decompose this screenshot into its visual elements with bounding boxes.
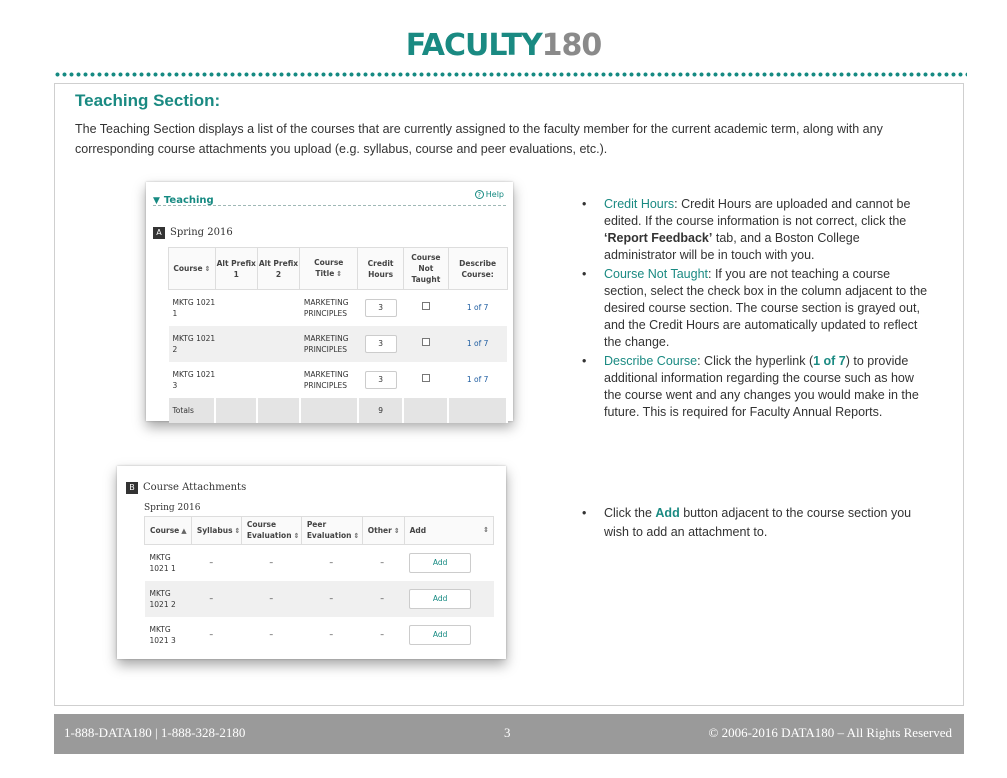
credit-hours-input[interactable]: 3 <box>365 335 397 353</box>
credit-hours-input[interactable]: 3 <box>365 371 397 389</box>
table-row <box>145 617 494 653</box>
attachments-table <box>144 516 494 653</box>
teaching-bullets <box>582 196 934 423</box>
help-icon: ? <box>475 190 484 199</box>
dotted-divider <box>54 72 967 77</box>
bullet-text: : Credit Hours are uploaded and cannot be edited. If the course information is not correct, click the <box>604 197 911 228</box>
teaching-panel-title: Teaching <box>163 195 214 206</box>
course-code: MKTG 1021 1 <box>172 297 216 318</box>
bullet-text: tab, and a Boston College administrator will be in touch with you. <box>604 231 860 262</box>
col-syllabus[interactable]: Syllabus ⇕ <box>191 517 241 545</box>
teaching-table <box>168 247 508 423</box>
section-intro: The Teaching Section displays a list of the courses that are currently assigned to the faculty member for the current academic term, along with any corresponding course attachments you upload (e.g. syllabus, course and peer evaluations, etc.). <box>75 122 883 156</box>
table-row <box>145 581 494 617</box>
table-row <box>169 326 508 362</box>
col-course[interactable]: Course ▲ <box>145 517 192 545</box>
sort-icon: ⇕ <box>336 270 343 278</box>
help-label: Help <box>485 190 504 199</box>
col-course-evaluation[interactable]: Course Evaluation ⇕ <box>241 517 301 545</box>
table-row <box>169 362 508 398</box>
logo-part2: 180 <box>541 28 602 63</box>
bullet-text: : Click the hyperlink ( <box>697 354 814 368</box>
sort-icon: ⇕ <box>204 264 211 273</box>
col-describe-course: Describe Course: <box>448 248 507 290</box>
bullet-text: button adjacent to the course section you wish to add an attachment to. <box>604 506 912 539</box>
faculty180-logo <box>0 26 1007 66</box>
describe-course-link[interactable]: 1 of 7 <box>466 375 489 384</box>
col-add[interactable]: Add ⇕ <box>404 517 493 545</box>
collapse-arrow-icon[interactable]: ▼ <box>153 196 160 206</box>
describe-course-link[interactable]: 1 of 7 <box>466 303 489 313</box>
not-taught-checkbox[interactable] <box>422 302 430 310</box>
logo-part1: FACULTY <box>405 28 542 63</box>
footer-copyright: © 2006-2016 DATA180 – All Rights Reserved <box>708 725 952 740</box>
not-taught-checkbox[interactable] <box>422 374 430 382</box>
course-eval-value: – <box>241 581 301 617</box>
sort-icon: ⇕ <box>353 532 360 540</box>
add-attachment-button[interactable]: Add <box>409 589 471 609</box>
page-footer <box>54 714 964 754</box>
sort-icon: ⇕ <box>483 526 489 534</box>
bullet-add <box>582 504 924 542</box>
attachments-panel-screenshot <box>117 466 506 659</box>
bullet-key: Add <box>655 506 680 520</box>
course-code: MKTG 1021 2 <box>169 326 216 362</box>
course-code: MKTG 1021 1 <box>149 552 176 573</box>
section-title: Teaching Section: <box>75 91 221 110</box>
bullet-dot: • <box>582 267 587 281</box>
add-attachment-button[interactable]: Add <box>409 625 471 645</box>
course-code: MKTG 1021 3 <box>172 369 216 390</box>
credit-hours-input[interactable]: 3 <box>365 299 397 317</box>
course-code: MKTG 1021 3 <box>149 624 176 645</box>
sort-asc-icon: ▲ <box>181 526 187 535</box>
other-value: – <box>362 581 404 617</box>
bullet-key: Course Not Taught <box>604 267 708 281</box>
totals-hours: 9 <box>358 398 404 423</box>
bullet-text: Click the <box>604 506 656 520</box>
bullet-key: Credit Hours <box>604 197 675 211</box>
totals-label: Totals <box>169 398 216 423</box>
bullet-emph: ‘Report Feedback’ <box>604 231 713 245</box>
col-alt-prefix-2: Alt Prefix 2 <box>257 248 300 290</box>
col-course[interactable]: Course ⇕ <box>169 248 216 290</box>
bullet-describe-course <box>582 353 934 421</box>
syllabus-value: – <box>209 558 214 568</box>
marker-b: B <box>126 482 138 494</box>
bullet-course-not-taught <box>582 266 934 351</box>
attachments-header <box>126 482 246 494</box>
attachments-term: Spring 2016 <box>144 503 201 513</box>
attachments-title: Course Attachments <box>143 482 247 493</box>
course-title: MARKETING PRINCIPLES <box>303 297 349 318</box>
course-title: MARKETING PRINCIPLES <box>300 326 358 362</box>
bullet-key: Describe Course <box>604 354 698 368</box>
bullet-dot: • <box>582 354 587 368</box>
col-peer-evaluation[interactable]: Peer Evaluation ⇕ <box>301 517 362 545</box>
peer-eval-value: – <box>301 581 362 617</box>
course-code: MKTG 1021 2 <box>145 581 192 617</box>
syllabus-value: – <box>191 581 241 617</box>
sort-icon: ⇕ <box>393 526 400 535</box>
sort-icon: ⇕ <box>234 526 241 535</box>
course-eval-value: – <box>269 630 274 639</box>
bullet-credit-hours <box>582 196 934 264</box>
teaching-term <box>153 227 233 239</box>
course-eval-value: – <box>269 558 274 568</box>
other-value: – <box>380 558 384 568</box>
table-row <box>169 290 508 326</box>
bullet-dot: • <box>582 197 587 211</box>
bullet-link: 1 of 7 <box>813 354 846 368</box>
bullet-text: ) to provide additional information regarding the course such as how the course went and any changes you would make in the future. This is required for Faculty Annual Reports. <box>604 354 919 419</box>
describe-course-link[interactable]: 1 of 7 <box>466 339 489 348</box>
peer-eval-value: – <box>329 558 334 568</box>
table-row <box>145 545 494 581</box>
col-credit-hours: Credit Hours <box>358 248 404 290</box>
teaching-term-label: Spring 2016 <box>170 227 233 238</box>
not-taught-checkbox[interactable] <box>422 338 430 346</box>
col-course-not-taught: Course Not Taught <box>403 248 448 290</box>
teaching-panel-screenshot <box>146 182 513 421</box>
col-course-title[interactable]: Course Title ⇕ <box>300 248 358 290</box>
footer-page-number: 3 <box>504 725 511 740</box>
col-alt-prefix-1: Alt Prefix 1 <box>215 248 257 290</box>
col-other[interactable]: Other ⇕ <box>362 517 404 545</box>
footer-phone: 1-888-DATA180 | 1-888-328-2180 <box>64 725 246 740</box>
other-value: – <box>380 630 384 639</box>
sort-icon: ⇕ <box>293 532 300 540</box>
peer-eval-value: – <box>329 630 334 639</box>
bullet-text: : If you are not teaching a course section, select the check box in the column adjacent to the desired course section. The course section is grayed out, and the Credit Hours are automatically updated to reflect the change. <box>604 267 928 349</box>
add-attachment-button[interactable]: Add <box>409 553 471 573</box>
teaching-panel-header <box>153 188 506 206</box>
course-title: MARKETING PRINCIPLES <box>303 369 349 390</box>
totals-row <box>169 398 508 423</box>
bullet-dot: • <box>582 506 587 520</box>
help-link[interactable] <box>475 190 504 199</box>
marker-a: A <box>153 227 165 239</box>
syllabus-value: – <box>209 630 214 639</box>
